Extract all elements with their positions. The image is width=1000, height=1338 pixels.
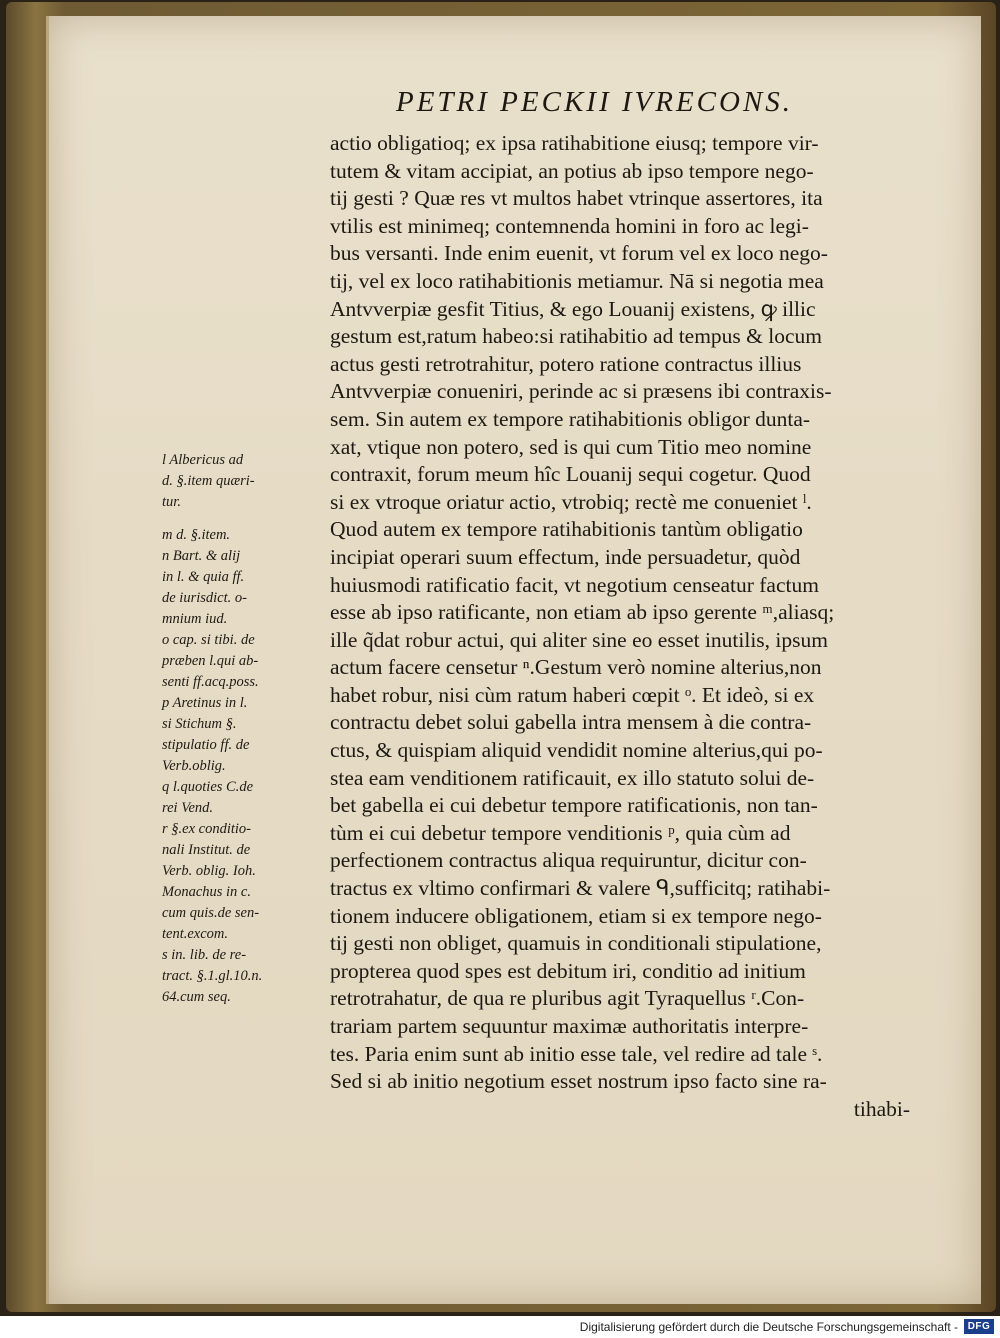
margin-notes bbox=[162, 450, 332, 1020]
margin-note-line: stipulatio ff. de bbox=[162, 737, 250, 753]
text-line: bus versanti. Inde enim euenit, vt forum vel ex loco nego- bbox=[330, 241, 828, 266]
margin-note-line: p Aretinus in l. bbox=[162, 695, 248, 711]
text-line: tihabi- bbox=[853, 1096, 910, 1121]
margin-note-line: tract. §.1.gl.10.n. bbox=[162, 968, 263, 984]
margin-note-line: n Bart. & alij bbox=[162, 548, 241, 564]
text-line: retrotrahatur, de qua re pluribus agit Tyraquellus ʳ.Con- bbox=[330, 986, 805, 1011]
text-line: incipiat operari suum effectum, inde persuadetur, quòd bbox=[330, 544, 801, 569]
text-line: habet robur, nisi cùm ratum haberi cœpit ᵒ. Et ideò, si ex bbox=[330, 682, 815, 707]
text-line: actio obligatioq; ex ipsa ratihabitione eiusq; tempore vir- bbox=[330, 131, 819, 155]
text-line: tij, vel ex loco ratihabitionis metiamur. Nā si negotia mea bbox=[330, 268, 824, 293]
main-text-block bbox=[330, 130, 920, 1123]
text-line: propterea quod spes est debitum iri, conditio ad initium bbox=[330, 958, 806, 983]
margin-note-line: s in. lib. de re- bbox=[162, 947, 247, 963]
text-line: si ex vtroque oriatur actio, vtrobiq; rectè me conueniet ˡ. bbox=[330, 489, 812, 514]
margin-note-line: 64.cum seq. bbox=[162, 989, 231, 1005]
footer-credit: Digitalisierung gefördert durch die Deutsche Forschungsgemeinschaft - bbox=[579, 1320, 958, 1334]
text-line: xat, vtique non potero, sed is qui cum Titio meo nomine bbox=[330, 434, 812, 459]
text-line: perfectionem contractus aliqua requiruntur, dicitur con- bbox=[330, 848, 807, 873]
margin-note-line: r §.ex conditio- bbox=[162, 821, 251, 837]
margin-note-line: præben l.qui ab- bbox=[162, 653, 259, 669]
running-head: PETRI PECKII IVRECONS. bbox=[396, 86, 794, 118]
text-line: Antvverpiæ gesfit Titius, & ego Louanij existens, ꝙ illic bbox=[330, 296, 816, 321]
text-line: tes. Paria enim sunt ab initio esse tale, vel redire ad tale ˢ. bbox=[330, 1041, 823, 1066]
text-line: tij gesti non obliget, quamuis in conditionali stipulatione, bbox=[330, 931, 822, 956]
margin-note-line: si Stichum §. bbox=[162, 716, 237, 732]
margin-note-line: in l. & quia ff. bbox=[162, 569, 245, 585]
margin-note-line: nali Institut. de bbox=[162, 842, 251, 858]
text-line: bet gabella ei cui debetur tempore ratificationis, non tan- bbox=[330, 793, 818, 818]
margin-note-line: m d. §.item. bbox=[162, 527, 231, 543]
text-line: tionem inducere obligationem, etiam si ex tempore nego- bbox=[330, 903, 822, 928]
margin-note-line: q l.quoties C.de bbox=[162, 779, 254, 795]
margin-note bbox=[162, 525, 332, 1008]
text-line: ille q̃dat robur actui, qui aliter sine eo esset inutilis, ipsum bbox=[330, 627, 828, 652]
text-line: tij gesti ? Quæ res vt multos habet vtrinque assertores, ita bbox=[330, 186, 823, 211]
text-line: esse ab ipso ratificante, non etiam ab ipso gerente ᵐ,aliasq; bbox=[330, 600, 835, 625]
dfg-logo-icon: DFG bbox=[964, 1319, 994, 1334]
margin-note-line: Verb.oblig. bbox=[162, 758, 226, 774]
text-line: stea eam venditionem ratificauit, ex illo statuto solui de- bbox=[330, 765, 815, 790]
margin-note-line: Verb. oblig. Ioh. bbox=[162, 863, 256, 879]
text-line: tractus ex vltimo confirmari & valere ᑫ,sufficitq; ratihabi- bbox=[330, 876, 831, 901]
text-line: tùm ei cui debetur tempore venditionis ᵖ, quia cùm ad bbox=[330, 820, 791, 845]
text-line: Antvverpiæ conueniri, perinde ac si præsens ibi contraxis- bbox=[330, 379, 832, 404]
margin-note-line: rei Vend. bbox=[162, 800, 214, 816]
margin-note-line: o cap. si tibi. de bbox=[162, 632, 255, 648]
margin-note-line: tur. bbox=[162, 494, 181, 510]
text-line: contraxit, forum meum hîc Louanij sequi cogetur. Quod bbox=[330, 462, 811, 487]
text-line: contractu debet solui gabella intra mensem à die contra- bbox=[330, 710, 812, 735]
text-line: Quod autem ex tempore ratihabitionis tantùm obligatio bbox=[330, 517, 803, 542]
text-line: gestum est,ratum habeo:si ratihabitio ad tempus & locum bbox=[330, 324, 823, 349]
footer-bar bbox=[0, 1316, 1000, 1338]
text-line: Sed si ab initio negotium esset nostrum ipso facto sine ra- bbox=[330, 1069, 827, 1094]
margin-note-line: d. §.item quæri- bbox=[162, 473, 255, 489]
text-line: sem. Sin autem ex tempore ratihabitionis obligor dunta- bbox=[330, 406, 811, 431]
text-line: huiusmodi ratificatio facit, vt negotium censeatur factum bbox=[330, 572, 819, 597]
margin-note-line: de iurisdict. o- bbox=[162, 590, 247, 606]
margin-note-line: mnium iud. bbox=[162, 611, 228, 627]
text-line: actus gesti retrotrahitur, potero ratione contractus illius bbox=[330, 351, 802, 376]
margin-note bbox=[162, 450, 332, 513]
text-line: tutem & vitam accipiat, an potius ab ipso tempore nego- bbox=[330, 158, 814, 183]
margin-note-line: cum quis.de sen- bbox=[162, 905, 260, 921]
margin-note-line: tent.excom. bbox=[162, 926, 229, 942]
margin-note-line: senti ff.acq.poss. bbox=[162, 674, 259, 690]
margin-note-line: l Albericus ad bbox=[162, 452, 244, 468]
margin-note-line: Monachus in c. bbox=[162, 884, 251, 900]
text-line: actum facere censetur ⁿ.Gestum verò nomine alterius,non bbox=[330, 655, 822, 680]
text-line: trariam partem sequuntur maximæ authoritatis interpre- bbox=[330, 1014, 809, 1038]
text-line: ctus, & quispiam aliquid vendidit nomine alterius,qui po- bbox=[330, 738, 823, 763]
text-line: vtilis est minimeq; contemnenda homini in foro ac legi- bbox=[330, 213, 809, 238]
